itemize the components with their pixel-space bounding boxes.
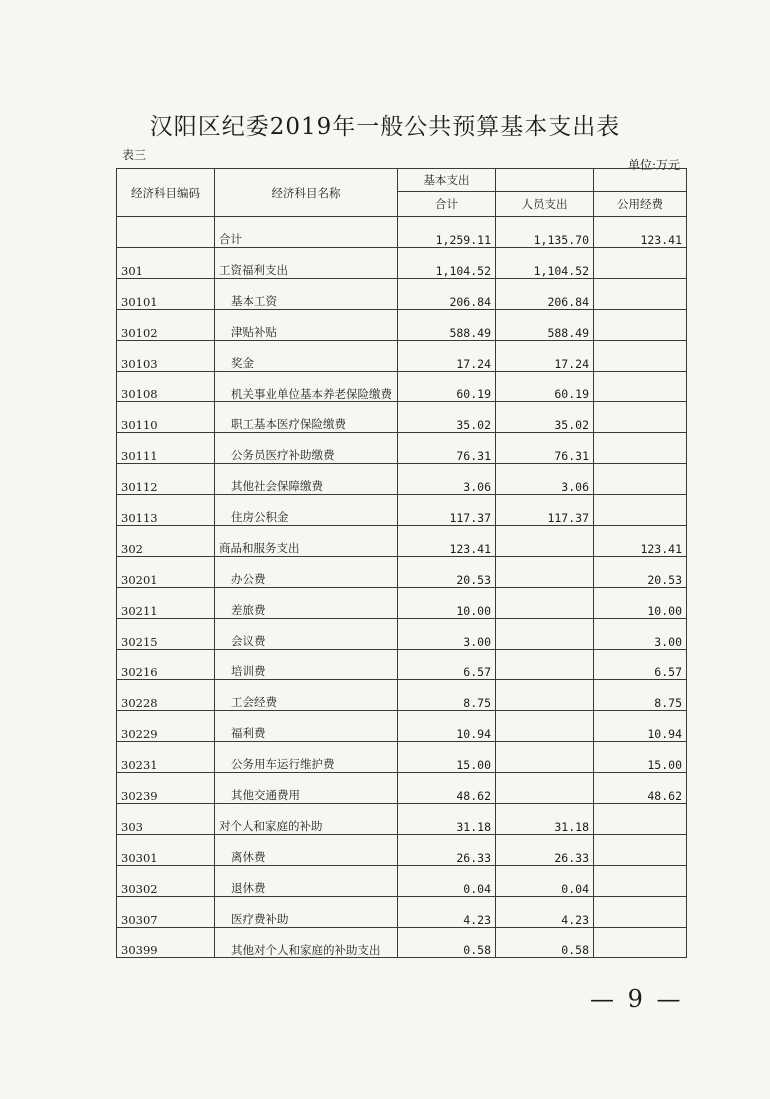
table-row [117,834,687,865]
cell-code: 30108 [117,371,215,402]
cell-total: 588.49 [398,309,496,340]
cell-public: 10.94 [594,711,687,742]
cell-code: 30231 [117,742,215,773]
cell-name: 医疗费补助 [215,896,398,927]
table-row [117,217,687,248]
cell-personnel [496,680,594,711]
cell-name: 其他对个人和家庭的补助支出 [215,927,398,958]
cell-total: 0.04 [398,865,496,896]
cell-personnel: 31.18 [496,804,594,835]
cell-code: 30201 [117,556,215,587]
page-title: 汉阳区纪委2019年一般公共预算基本支出表 [149,114,621,140]
cell-code: 30111 [117,433,215,464]
cell-code: 30103 [117,340,215,371]
cell-code: 30102 [117,309,215,340]
cell-code: 303 [117,804,215,835]
cell-public [594,834,687,865]
cell-total: 76.31 [398,433,496,464]
cell-name: 公务员医疗补助缴费 [215,433,398,464]
cell-public [594,402,687,433]
table-row [117,680,687,711]
cell-public: 15.00 [594,742,687,773]
cell-name: 培训费 [215,649,398,680]
cell-public: 3.00 [594,618,687,649]
cell-personnel: 206.84 [496,278,594,309]
cell-public: 6.57 [594,649,687,680]
header-code: 经济科目编码 [117,169,215,217]
cell-public: 8.75 [594,680,687,711]
table-row [117,248,687,279]
table-row [117,927,687,958]
header-total: 合计 [398,192,496,217]
cell-public [594,371,687,402]
sheet-label: 表三 [122,148,147,162]
cell-personnel [496,711,594,742]
cell-personnel: 76.31 [496,433,594,464]
cell-name: 住房公积金 [215,495,398,526]
table-row [117,433,687,464]
table-row [117,773,687,804]
cell-personnel: 1,135.70 [496,217,594,248]
cell-public: 48.62 [594,773,687,804]
table-row [117,340,687,371]
table-row [117,587,687,618]
table-row [117,865,687,896]
cell-name: 奖金 [215,340,398,371]
cell-personnel: 117.37 [496,495,594,526]
cell-code: 30112 [117,464,215,495]
header-basic: 基本支出 [398,169,496,192]
table-row [117,309,687,340]
header-name: 经济科目名称 [215,169,398,217]
cell-name: 退休费 [215,865,398,896]
cell-name: 合计 [215,217,398,248]
unit-label: 单位:万元 [628,158,681,172]
table-row [117,464,687,495]
cell-total: 1,259.11 [398,217,496,248]
cell-code: 30215 [117,618,215,649]
cell-code: 30211 [117,587,215,618]
cell-total: 206.84 [398,278,496,309]
cell-total: 20.53 [398,556,496,587]
cell-code: 30216 [117,649,215,680]
table-row [117,804,687,835]
cell-public [594,433,687,464]
cell-name: 公务用车运行维护费 [215,742,398,773]
cell-name: 工会经费 [215,680,398,711]
cell-public: 10.00 [594,587,687,618]
page-number: — 9 — [590,985,684,1013]
cell-personnel: 4.23 [496,896,594,927]
cell-code: 30101 [117,278,215,309]
cell-public [594,495,687,526]
cell-name: 差旅费 [215,587,398,618]
cell-total: 60.19 [398,371,496,402]
cell-personnel [496,526,594,557]
cell-public [594,340,687,371]
cell-total: 35.02 [398,402,496,433]
table-row [117,649,687,680]
cell-public [594,309,687,340]
cell-name: 其他交通费用 [215,773,398,804]
table-body [117,169,687,958]
cell-name: 对个人和家庭的补助 [215,804,398,835]
cell-name: 会议费 [215,618,398,649]
table-row [117,556,687,587]
cell-total: 8.75 [398,680,496,711]
cell-code: 30239 [117,773,215,804]
cell-name: 津贴补贴 [215,309,398,340]
cell-code: 301 [117,248,215,279]
cell-personnel: 3.06 [496,464,594,495]
cell-name: 工资福利支出 [215,248,398,279]
header-empty-2 [594,169,687,192]
table-row [117,526,687,557]
cell-personnel [496,742,594,773]
cell-code: 30113 [117,495,215,526]
cell-public: 123.41 [594,217,687,248]
cell-personnel: 26.33 [496,834,594,865]
cell-total: 6.57 [398,649,496,680]
cell-name: 基本工资 [215,278,398,309]
cell-code: 30302 [117,865,215,896]
cell-name: 机关事业单位基本养老保险缴费 [215,371,398,402]
cell-personnel [496,618,594,649]
cell-public: 123.41 [594,526,687,557]
cell-personnel [496,649,594,680]
cell-name: 职工基本医疗保险缴费 [215,402,398,433]
cell-total: 4.23 [398,896,496,927]
cell-personnel: 588.49 [496,309,594,340]
cell-public [594,896,687,927]
cell-public [594,804,687,835]
cell-name: 商品和服务支出 [215,526,398,557]
cell-name: 办公费 [215,556,398,587]
cell-personnel: 17.24 [496,340,594,371]
cell-personnel: 60.19 [496,371,594,402]
table-row [117,618,687,649]
table-row [117,896,687,927]
cell-public [594,278,687,309]
cell-name: 离休费 [215,834,398,865]
cell-code: 30229 [117,711,215,742]
cell-code: 302 [117,526,215,557]
cell-public [594,927,687,958]
cell-total: 48.62 [398,773,496,804]
header-public: 公用经费 [594,192,687,217]
header-personnel: 人员支出 [496,192,594,217]
cell-name: 其他社会保障缴费 [215,464,398,495]
table-row [117,278,687,309]
cell-personnel: 0.04 [496,865,594,896]
cell-public [594,865,687,896]
table-row [117,495,687,526]
cell-total: 3.06 [398,464,496,495]
cell-total: 10.00 [398,587,496,618]
cell-personnel [496,773,594,804]
cell-total: 1,104.52 [398,248,496,279]
cell-code [117,217,215,248]
table-row [117,371,687,402]
cell-personnel [496,556,594,587]
cell-total: 26.33 [398,834,496,865]
cell-total: 15.00 [398,742,496,773]
table-row [117,711,687,742]
cell-code: 30228 [117,680,215,711]
cell-public [594,464,687,495]
table-row [117,742,687,773]
cell-total: 31.18 [398,804,496,835]
header-row-1 [117,169,687,192]
cell-total: 0.58 [398,927,496,958]
table-row [117,402,687,433]
cell-public: 20.53 [594,556,687,587]
cell-personnel [496,587,594,618]
cell-personnel: 35.02 [496,402,594,433]
cell-total: 123.41 [398,526,496,557]
cell-code: 30399 [117,927,215,958]
cell-code: 30307 [117,896,215,927]
cell-total: 17.24 [398,340,496,371]
cell-name: 福利费 [215,711,398,742]
cell-total: 117.37 [398,495,496,526]
cell-code: 30110 [117,402,215,433]
cell-code: 30301 [117,834,215,865]
cell-total: 3.00 [398,618,496,649]
cell-personnel: 1,104.52 [496,248,594,279]
cell-personnel: 0.58 [496,927,594,958]
cell-total: 10.94 [398,711,496,742]
budget-table [116,168,687,958]
cell-public [594,248,687,279]
header-empty-1 [496,169,594,192]
